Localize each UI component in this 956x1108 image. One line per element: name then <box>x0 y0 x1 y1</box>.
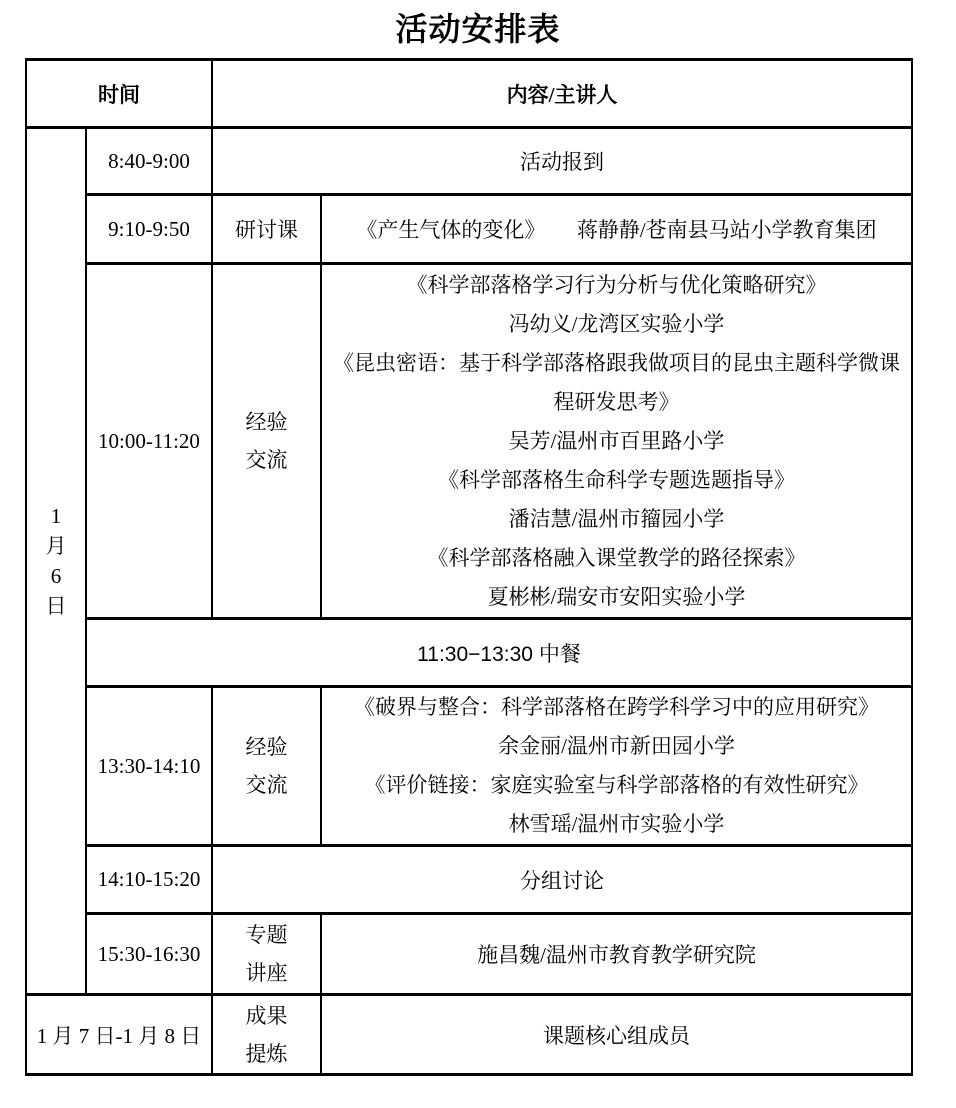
session-type-line: 经验 <box>245 735 288 759</box>
content-line: 《评价链接：家庭实验室与科学部落格的有效性研究》 <box>364 773 869 797</box>
table-row <box>26 264 912 619</box>
header-time-cell: 时间 <box>26 60 212 128</box>
content-line: 《昆虫密语：基于科学部落格跟我做项目的昆虫主题科学微课 <box>333 350 900 375</box>
content-line: 潘洁慧/温州市籀园小学 <box>508 506 725 531</box>
time-cell-morning-exchange: 10:00-11:20 <box>86 264 212 619</box>
date-jan6-text <box>27 501 85 621</box>
time-cell-seminar: 9:10-9:50 <box>86 195 212 264</box>
content-line: 余金丽/温州市新田园小学 <box>498 734 735 758</box>
session-type-line: 经验 <box>245 410 288 434</box>
schedule-table <box>25 58 913 1076</box>
content-line: 《破界与整合：科学部落格在跨学科学习中的应用研究》 <box>354 695 879 719</box>
session-type-line: 提炼 <box>245 1041 288 1066</box>
date-cell-jan7-8: 1 月 7 日-1 月 8 日 <box>26 995 212 1075</box>
session-type-line: 交流 <box>245 448 288 472</box>
session-type-cell-seminar: 研讨课 <box>212 195 321 264</box>
time-cell-afternoon-exchange: 13:30-14:10 <box>86 687 212 846</box>
content-cell-outcome: 课题核心组成员 <box>321 995 912 1075</box>
content-cell-registration: 活动报到 <box>212 128 912 195</box>
table-row <box>26 846 912 914</box>
content-line: 程研发思考》 <box>553 389 680 414</box>
session-type-line: 讲座 <box>245 961 288 985</box>
content-line: 《科学部落格生命科学专题选题指导》 <box>438 467 795 492</box>
content-line: 《科学部落格学习行为分析与优化策略研究》 <box>406 272 827 297</box>
table-row <box>26 128 912 195</box>
date-cell-jan6 <box>26 128 86 995</box>
date-char: 月 <box>45 534 67 558</box>
date-char: 6 <box>50 564 62 588</box>
date-char: 1 <box>50 504 62 528</box>
table-row <box>26 687 912 846</box>
session-type-line: 交流 <box>245 773 288 797</box>
table-row <box>26 195 912 264</box>
lunch-cell: 11:30−13:30 中餐 <box>86 619 912 687</box>
session-type-cell-outcome <box>212 995 321 1075</box>
content-cell-lecture: 施昌魏/温州市教育教学研究院 <box>321 914 912 995</box>
table-header-row <box>26 60 912 128</box>
content-cell-seminar: 《产生气体的变化》 蒋静静/苍南县马站小学教育集团 <box>321 195 912 264</box>
session-type-line: 成果 <box>245 1003 288 1028</box>
content-cell-morning-exchange <box>321 264 912 619</box>
table-row <box>26 995 912 1075</box>
time-cell-group-discussion: 14:10-15:20 <box>86 846 212 914</box>
time-cell-lecture: 15:30-16:30 <box>86 914 212 995</box>
table-row <box>26 914 912 995</box>
table-row <box>26 619 912 687</box>
page-title: 活动安排表 <box>395 11 561 47</box>
content-line: 吴芳/温州市百里路小学 <box>508 428 725 453</box>
date-char: 日 <box>45 594 67 618</box>
session-type-cell-lecture <box>212 914 321 995</box>
session-type-cell-morning-exchange <box>212 264 321 619</box>
content-cell-afternoon-exchange <box>321 687 912 846</box>
session-type-cell-afternoon-exchange <box>212 687 321 846</box>
content-cell-group-discussion: 分组讨论 <box>212 846 912 914</box>
content-line: 《科学部落格融入课堂教学的路径探索》 <box>427 545 806 570</box>
content-line: 夏彬彬/瑞安市安阳实验小学 <box>487 584 746 609</box>
header-content-cell: 内容/主讲人 <box>212 60 912 128</box>
content-line: 林雪瑶/温州市实验小学 <box>508 812 725 836</box>
session-type-line: 专题 <box>245 923 288 947</box>
content-line: 冯幼义/龙湾区实验小学 <box>508 311 725 336</box>
time-cell-registration: 8:40-9:00 <box>86 128 212 195</box>
